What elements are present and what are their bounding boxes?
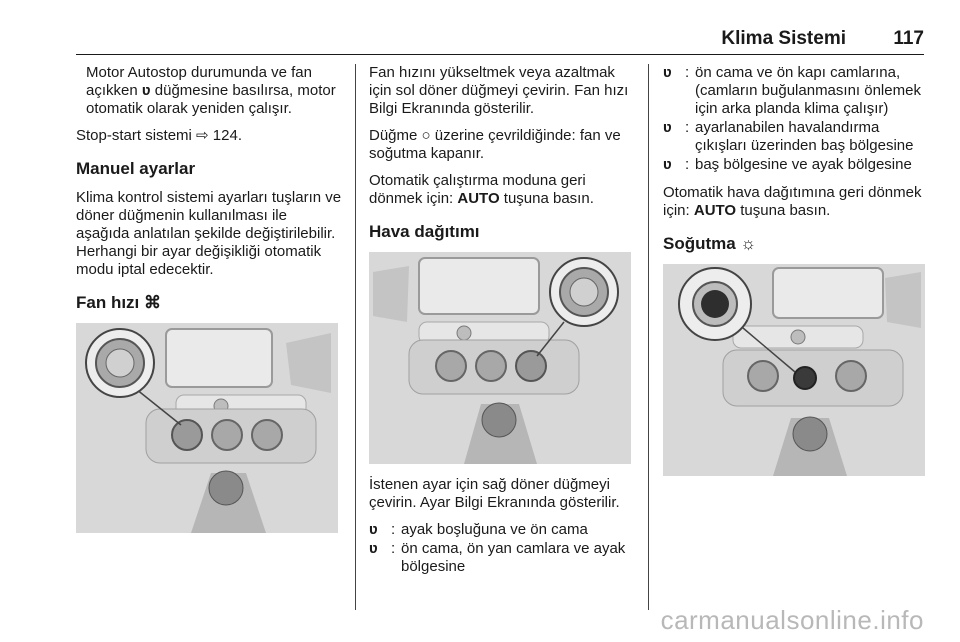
heading-manual-settings: Manuel ayarlar: [76, 159, 196, 178]
auto-key-label: AUTO: [693, 202, 737, 219]
heading-air-distribution: Hava dağıtımı: [369, 222, 480, 241]
column-divider: [355, 64, 356, 610]
air-distribution-text: İstenen ayar için sağ döner düğmeyi çevirin. Ayar Bilgi Ekranında gösterilir.: [369, 476, 620, 511]
fan-icon: ⌘: [144, 293, 162, 312]
page-ref-arrow-icon: ⇨: [196, 127, 209, 144]
auto-key-label: AUTO: [457, 190, 500, 207]
page-number: 117: [893, 28, 924, 49]
air-distribution-illustration: [369, 252, 631, 464]
auto-mode-text: Otomatik çalıştırma moduna geri dönmek için: AUTO tuşuna basın.: [369, 172, 594, 207]
list-item: ayarlanabilen havalandırma çıkışları üzerinden baş bölgesine: [695, 119, 914, 154]
cooling-snowflake-icon: ☼: [740, 234, 757, 253]
list-item: ayak boşluğuna ve ön cama: [401, 521, 588, 538]
column-left: [76, 64, 344, 545]
autostop-paragraph: Motor Autostop durumunda ve fan açıkken ʋ düğmesine basılırsa, motor otomatik olarak yeniden çalışır.: [86, 64, 336, 117]
stop-start-reference: Stop-start sistemi ⇨ 124.: [76, 127, 242, 144]
heading-cooling: Soğutma ☼: [663, 234, 757, 253]
windscreen-side-foot-icon: ʋ: [369, 540, 378, 557]
list-item: baş bölgesine ve ayak bölgesine: [695, 156, 912, 173]
page-header: [76, 26, 924, 55]
section-title: Klima Sistemi: [721, 28, 846, 49]
column-middle: [369, 64, 637, 586]
list-item: ön cama ve ön kapı camlarına, (camların buğulanmasını önlemek için arka planda klima çalışır): [695, 64, 921, 117]
watermark: carmanualsonline.info: [660, 605, 924, 635]
column-right: [663, 64, 931, 488]
head-foot-icon: ʋ: [663, 156, 672, 173]
windscreen-icon: ʋ: [663, 64, 672, 81]
air-mode-list: ʋ : ayak boşluğuna ve ön cama ʋ : ön cama, ön yan camlara ve ayak bölgesine: [369, 521, 637, 576]
off-circle-icon: ○: [421, 127, 431, 144]
air-mode-list-continued: ʋ : ön cama ve ön kapı camlarına, (camların buğulanmasını önlemek için arka planda klima çalışır) ʋ : ayarlanabilen havalandırma çıkışları üzerinden baş bölgesine ʋ : baş bölgesine ve ayak bölgesine: [663, 64, 931, 174]
fan-control-illustration: [76, 323, 338, 533]
manual-settings-text: Klima kontrol sistemi ayarları tuşların ve döner düğmenin kullanılması ile aşağıda anlatılan şekilde değiştirilebilir. Herhangi bir ayar değişikliği otomatik modu iptal edecektir.: [76, 189, 342, 278]
auto-distribution-text: Otomatik hava dağıtımına geri dönmek için: AUTO tuşuna basın.: [663, 184, 922, 219]
footwell-windscreen-icon: ʋ: [369, 521, 378, 538]
fan-off-text: Düğme ○ üzerine çevrildiğinde: fan ve soğutma kapanır.: [369, 127, 621, 162]
heading-fan-speed: Fan hızı ⌘: [76, 293, 162, 312]
column-divider: [648, 64, 649, 610]
fan-speed-text: Fan hızını yükseltmek veya azaltmak için sol döner düğmeyi çevirin. Fan hızı Bilgi Ekranında gösterilir.: [369, 64, 629, 117]
air-distribution-icon: ʋ: [141, 82, 151, 99]
cooling-control-illustration: [663, 264, 925, 476]
list-item: ön cama, ön yan camlara ve ayak bölgesine: [401, 540, 626, 575]
head-vent-icon: ʋ: [663, 119, 672, 136]
